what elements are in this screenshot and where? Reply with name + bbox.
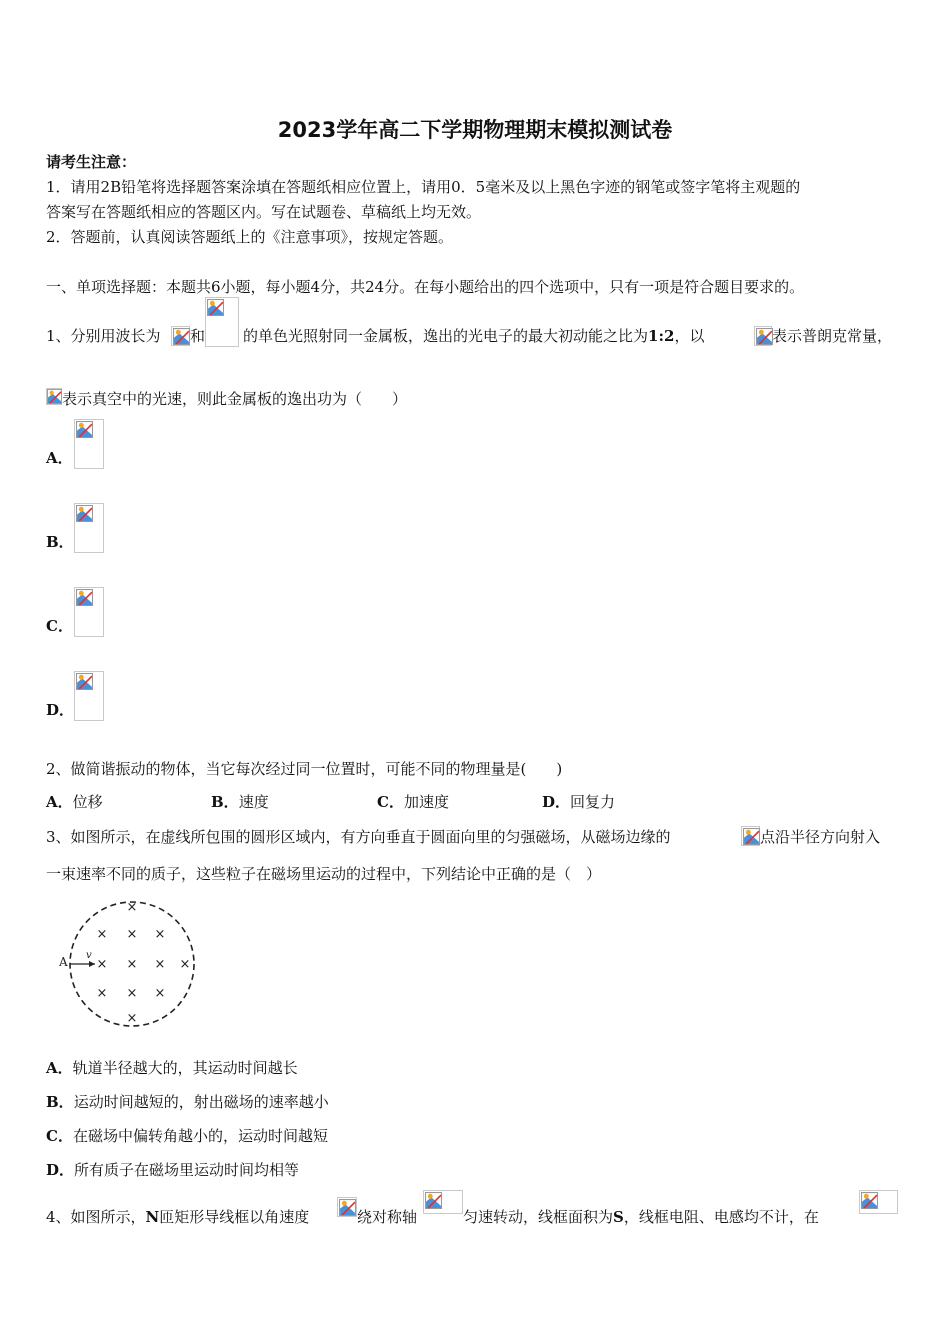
q3-option-c: C．在磁场中偏转角越小的，运动时间越短 [46, 1127, 328, 1145]
broken-image-icon [756, 328, 773, 345]
q3-option-a: A．轨道半径越大的，其运动时间越长 [46, 1059, 298, 1077]
lambda1-formula-image [171, 326, 190, 346]
svg-text:×: × [179, 957, 191, 972]
lambda2-formula-image [205, 297, 239, 347]
q2-option-a: A．位移 [46, 793, 103, 811]
svg-text:×: × [96, 927, 108, 942]
q1-option-c-label: C． [46, 617, 73, 635]
broken-image-icon [425, 1192, 442, 1209]
broken-image-icon [47, 389, 62, 404]
q3-stem-line2: 一束速率不同的质子，这些粒子在磁场里运动的过程中，下列结论中正确的是（ ） [46, 865, 602, 883]
q1-stem-line2: 表示真空中的光速，则此金属板的逸出功为（ ） [62, 390, 408, 408]
q1-option-d-label: D． [46, 701, 75, 719]
broken-image-icon [76, 673, 93, 690]
q3-option-d: D．所有质子在磁场里运动时间均相等 [46, 1161, 300, 1179]
q1-option-b-label: B． [46, 533, 74, 551]
q3-option-b: B．运动时间越短的，射出磁场的速率越小 [46, 1093, 329, 1111]
q4-stem-part1: 4、如图所示，N匝矩形导线框以角速度 [46, 1208, 310, 1226]
q1-stem-part4: 表示普朗克常量， [772, 327, 893, 345]
point-a-label: A [59, 955, 68, 969]
broken-image-icon [207, 299, 224, 316]
q2-stem: 2、做简谐振动的物体，当它每次经过同一位置时，可能不同的物理量是( ) [46, 760, 563, 778]
notice-item-2: 2．答题前，认真阅读答题纸上的《注意事项》，按规定答题。 [46, 228, 454, 246]
svg-text:×: × [126, 1011, 138, 1026]
angular-velocity-image [337, 1197, 357, 1217]
magnetic-field-figure [55, 898, 205, 1030]
q4-trailing-image [859, 1190, 898, 1214]
page-title: 2023学年高二下学期物理期末模拟测试卷 [277, 118, 673, 142]
velocity-arrowhead [89, 961, 95, 967]
svg-text:×: × [126, 986, 138, 1001]
q1-stem-part2: 和 [190, 327, 206, 345]
q2-option-d: D．回复力 [542, 793, 616, 811]
q2-option-c: C．加速度 [377, 793, 449, 811]
q1-stem-part3: 的单色光照射同一金属板，逸出的光电子的最大初动能之比为1:2，以 [243, 327, 705, 345]
broken-image-icon [76, 421, 93, 438]
svg-text:×: × [154, 957, 166, 972]
q3-stem-part2: 点沿半径方向射入 [760, 828, 881, 846]
svg-text:×: × [126, 900, 138, 915]
velocity-label: v [86, 950, 92, 961]
notice-item-1-cont: 答案写在答题纸相应的答题区内。写在试题卷、草稿纸上均无效。 [46, 203, 482, 221]
notice-item-1: 1．请用2B铅笔将选择题答案涂填在答题纸相应位置上，请用0．5毫米及以上黑色字迹的钢笔或签字笔将主观题的 [46, 178, 801, 196]
svg-text:×: × [154, 986, 166, 1001]
q4-stem-part3: 匀速转动，线框面积为S，线框电阻、电感均不计，在 [463, 1208, 819, 1226]
light-speed-image [46, 388, 62, 405]
q4-stem-part2: 绕对称轴 [357, 1208, 418, 1226]
q1-option-a-image [74, 419, 104, 469]
section-heading: 一、单项选择题：本题共6小题，每小题4分，共24分。在每小题给出的四个选项中，只有一项是符合题目要求的。 [46, 278, 805, 296]
broken-image-icon [743, 828, 760, 845]
svg-text:×: × [126, 927, 138, 942]
q2-option-b: B．速度 [211, 793, 269, 811]
broken-image-icon [173, 328, 190, 345]
field-crosses [97, 900, 191, 1026]
q1-option-a-label: A． [46, 449, 73, 467]
q1-option-c-image [74, 587, 104, 637]
q3-stem-part1: 3、如图所示，在虚线所包围的圆形区域内，有方向垂直于圆面向里的匀强磁场，从磁场边缘的 [46, 828, 671, 846]
q1-option-b-image [74, 503, 104, 553]
broken-image-icon [339, 1199, 356, 1216]
q1-stem-part1: 1、分别用波长为 [46, 327, 161, 345]
q1-option-d-image [74, 671, 104, 721]
broken-image-icon [76, 505, 93, 522]
svg-text:×: × [96, 986, 108, 1001]
planck-constant-image [754, 326, 772, 346]
point-a-image [741, 826, 760, 846]
broken-image-icon [76, 589, 93, 606]
svg-text:×: × [126, 957, 138, 972]
broken-image-icon [861, 1192, 878, 1209]
axis-symbol-image [423, 1190, 463, 1214]
svg-text:×: × [154, 927, 166, 942]
notice-heading: 请考生注意： [46, 153, 137, 171]
svg-text:×: × [96, 957, 108, 972]
